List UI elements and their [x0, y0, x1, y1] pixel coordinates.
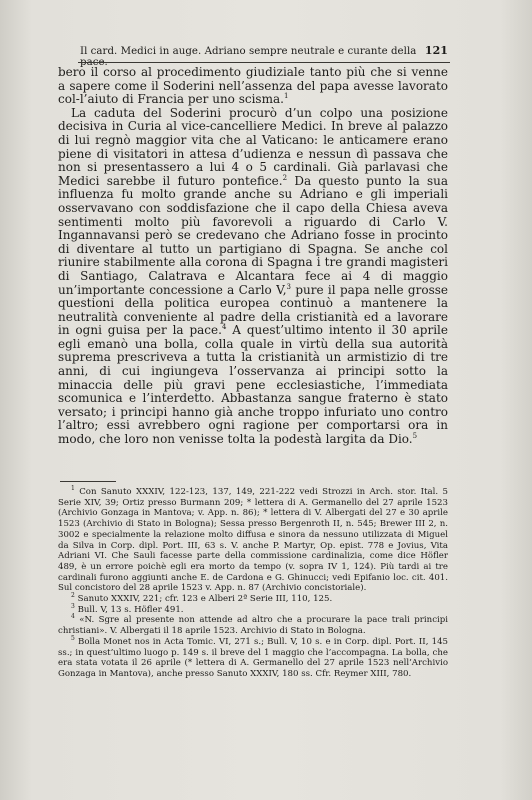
footnote	[58, 487, 448, 594]
footnote-text: «N. Sgre al presente non attende ad altro che a procurare la pace trali principi christiani». V. Albergati il 18 aprile 1523. Archivio di Stato in Bologna.	[58, 615, 449, 637]
main-text	[58, 66, 448, 447]
footnote-number: 4	[71, 613, 75, 621]
running-head-title: Il card. Medici in auge. Adriano sempre neutrale e curante della	[80, 46, 417, 57]
footnote-ref-3: 3	[286, 282, 291, 291]
page-number: 121	[424, 44, 448, 57]
footnote-ref-2: 2	[282, 173, 288, 182]
footnote-text: Bolla Monet nos in Acta Tomic. VI, 271 s.; Bull. V, 10 s. e in Corp. dipl. Port. II, 145 ss.; in quest’ultimo luogo p. 149 s. il breve del 1 maggio che l’accompagna. La bolla, che era stata votata il 26 aprile (* lettera di A. Germanello del 27 aprile 1523 nell’Archivio Gonzaga in Mantova), anche presso Sanuto XXXIV, 180 ss. Cfr. Reymer XIII, 780.	[58, 636, 449, 679]
paragraph-2	[58, 107, 448, 447]
footnote-separator	[60, 481, 116, 482]
footnote-number: 1	[71, 485, 75, 493]
paragraph-1-text: bero il corso al procedimento giudiziale tanto più che si venne a sapere come il Soderini nell’assenza del papa avesse lavorato col-l’aiuto di Francia per uno scisma.	[58, 65, 448, 107]
paragraph-2b-text: Da questo punto la sua influenza fu molto grande anche su Adriano e gli imperiali osservavano con soddisfazione che il capo della Chiesa aveva sentimenti molto più favorevoli a riguardo di Carlo V. Ingannavansi però se credevano che Adriano fosse in procinto di diventare al tutto un partigiano di Spagna. Se anche col riunire stabilmente alla corona di Spagna i tre grandi magisteri di Santiago, Calatrava e Alcantara fece ai 4 di maggio un’importante concessione a Carlo V,	[58, 173, 448, 297]
footnote-text: Con Sanuto XXXIV, 122-123, 137, 149, 221-222 vedi Strozzi in Arch. stor. Ital. 5 Serie XIV, 39; Ortiz presso Burmann 209; * lettera di A. Germanello del 27 aprile 1523 (Archivio Gonzaga in Mantova; v. App. n. 86); * lettera di V. Albergati del 27 e 30 aprile 1523 (Archivio di Stato in Bologna); Sessa presso Bergenroth II, n. 545; Brewer III 2, n. 3002 e specialmente la relazione molto diffusa e sinora da nessuno utilizzata di Miguel da Silva in Corp. dipl. Port. III, 63 s. V. anche P. Martyr, Op. epist. 778 e Jovius, Vita Adriani VI. Che Sauli facesse parte della commissione cardinalizia, come dice Höfler 489, è un errore poichè egli era morto da tempo (v. sopra IV 1, 124). Più tardi ai tre cardinali furono aggiunti anche E. de Cardona e G. Ghinucci; vedi Epifanio loc. cit. 401. Sul concistoro del 28 aprile 1523 v. App. n. 87 (Archivio concistoriale).	[58, 487, 448, 594]
paragraph-2d-text: A quest’ultimo intento il 30 aprile egli emanò una bolla, colla quale in virtù della sua autorità suprema prescriveva a tutta la cristianità un armistizio di tre anni, di cui ingiungeva l’osservanza ai principi sotto la minaccia delle più gravi pene ecclesiastiche, l’immediata scomunica e l’interdetto. Abbastanza sangue fraterno è stato versato; i principi hanno già anche troppo infuriato uno contro l’altro; essi avrebbero ogni ragione per comportarsi ora in modo, che loro non venisse tolta la podestà largita da Dio.	[58, 323, 448, 447]
footnote-ref-5: 5	[412, 432, 418, 441]
footnote	[58, 594, 448, 605]
footnote	[58, 615, 448, 636]
paragraph-2c-text: pure il papa nelle grosse questioni della politica europea continuò a mantenere la neutralità conveniente al padre della cristianità ed a lavorare in ogni guisa per la pace.	[58, 282, 448, 338]
footnote-text: Sanuto XXXIV, 221; cfr. 123 e Alberi 2ª Serie III, 110, 125.	[77, 594, 333, 605]
footnote-number: 3	[71, 602, 75, 610]
footnote-ref-4: 4	[221, 323, 227, 332]
footnote	[58, 634, 449, 680]
paragraph-1	[58, 66, 448, 107]
footnote-number: 2	[71, 592, 75, 600]
footnote-ref-1: 1	[283, 92, 289, 101]
footnote	[58, 602, 448, 616]
header-rule	[78, 62, 450, 63]
footnote-number: 5	[71, 634, 75, 642]
footnote-text: Bull. V, 13 s. Höfler 491.	[77, 604, 184, 615]
footnotes	[58, 487, 448, 680]
paragraph-2a-text: La caduta del Soderini procurò d’un colpo una posizione decisiva in Curia al vice-cancelliere Medici. In breve al palazzo di lui regnò maggior vita che al Vaticano: le anticamere erano piene di visitatori in attesa d’udienza e nessun dì passava che non si presentassero a lui 4 o 5 cardinali. Già parlavasi che Medici sarebbe il futuro pontefice.	[58, 105, 448, 188]
